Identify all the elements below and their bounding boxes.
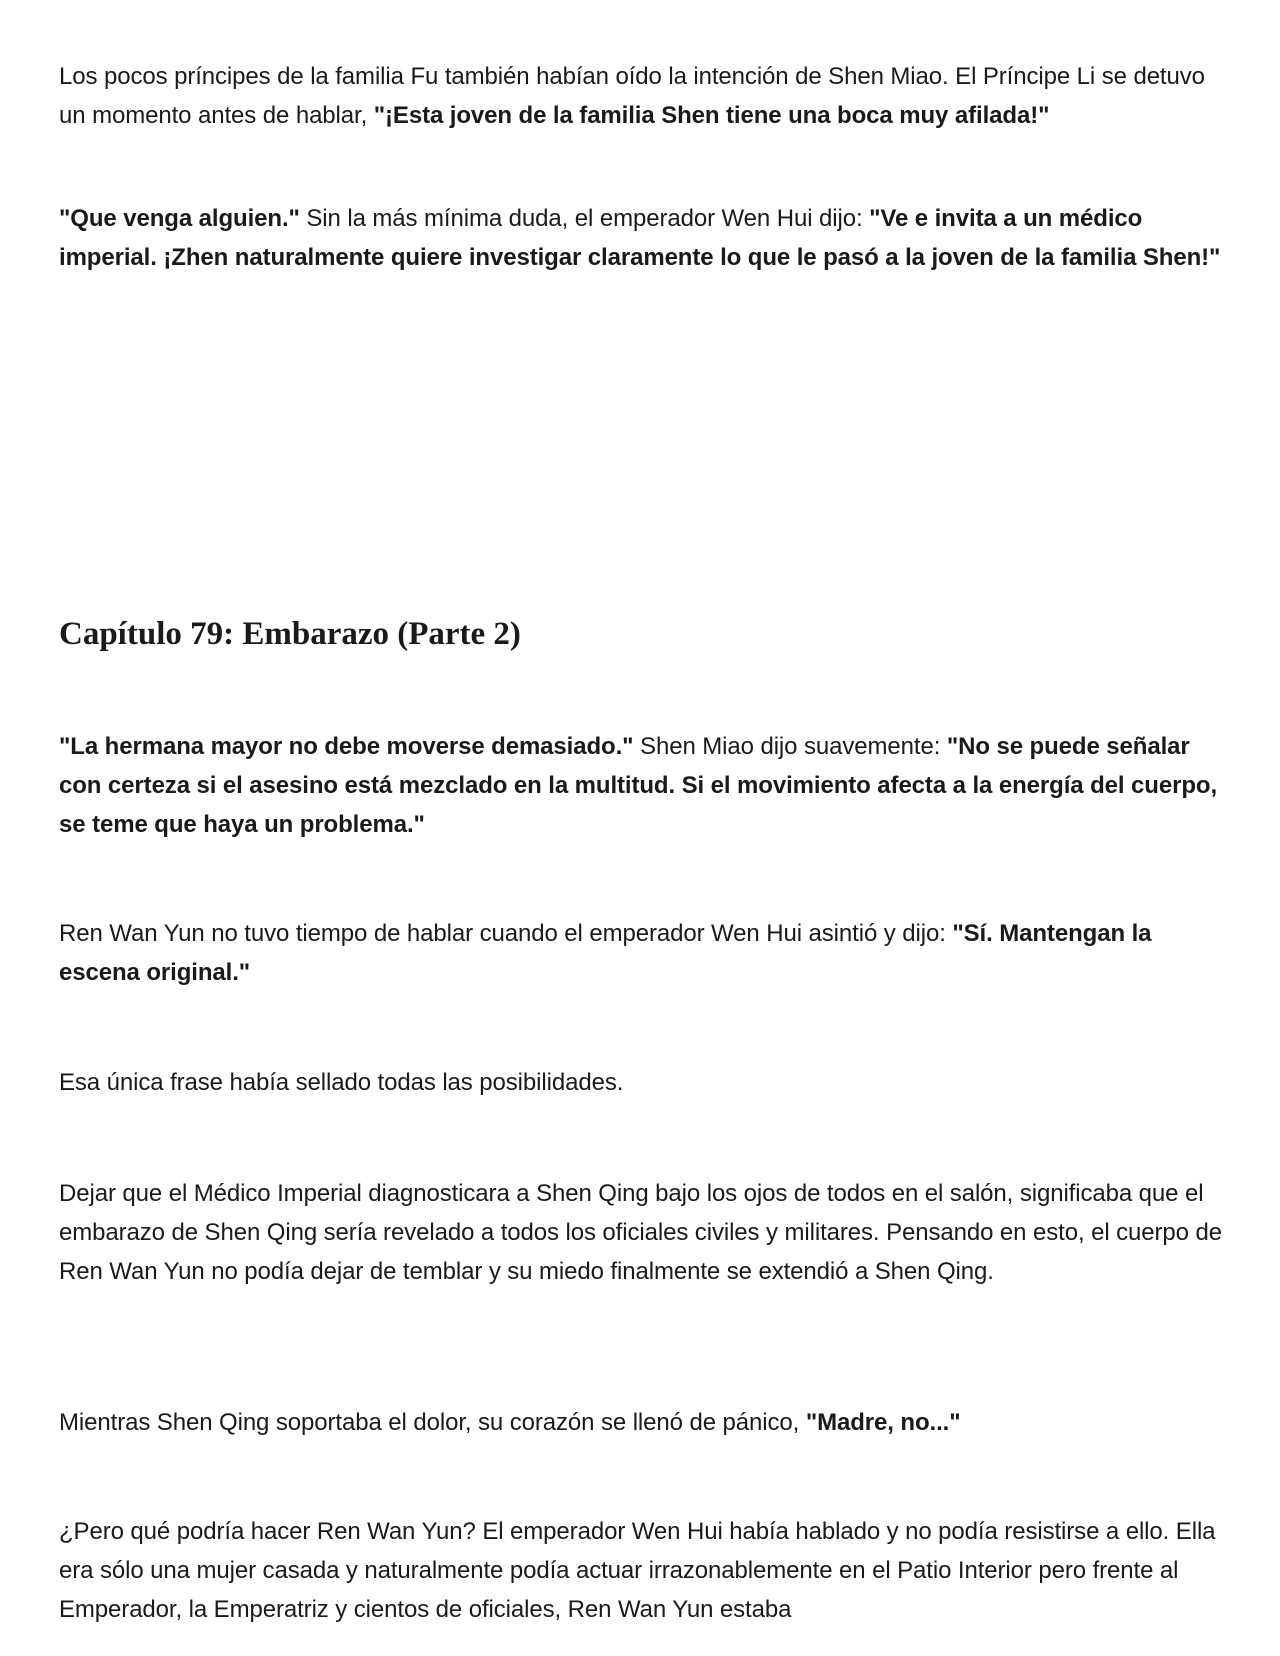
paragraph-text: Los pocos príncipes de la familia Fu también habían oído la intención de Shen Miao. El Príncipe Li se detuvo un momento antes de hablar, [59, 63, 1205, 129]
paragraph-text: Ren Wan Yun no tuvo tiempo de hablar cuando el emperador Wen Hui asintió y dijo: [59, 920, 953, 947]
paragraph-text: Esa única frase había sellado todas las posibilidades. [59, 1069, 624, 1096]
paragraph-dialogue: "Que venga alguien." [59, 205, 300, 232]
chapter-title: Capítulo 79: Embarazo (Parte 2) [59, 616, 521, 652]
paragraph-2 [59, 199, 1234, 277]
paragraph-3 [59, 727, 1234, 844]
paragraph-6 [59, 1174, 1234, 1291]
paragraph-4 [59, 914, 1234, 992]
paragraph-text: Shen Miao dijo suavemente: [633, 733, 947, 760]
paragraph-text: ¿Pero qué podría hacer Ren Wan Yun? El emperador Wen Hui había hablado y no podía resistirse a ello. Ella era sólo una mujer casada y naturalmente podía actuar irrazonablemente en el Patio Interior pero frente al Emperador, la Emperatriz y cientos de oficiales, Ren Wan Yun estaba [59, 1518, 1216, 1623]
paragraph-text: Mientras Shen Qing soportaba el dolor, su corazón se llenó de pánico, [59, 1409, 806, 1436]
paragraph-dialogue: "Madre, no..." [805, 1409, 961, 1436]
paragraph-text: Sin la más mínima duda, el emperador Wen Hui dijo: [299, 205, 870, 232]
paragraph-8 [59, 1512, 1234, 1629]
paragraph-5 [59, 1063, 1234, 1102]
paragraph-7 [59, 1403, 1234, 1442]
paragraph-dialogue: "No se puede señalar con certeza si el asesino está mezclado en la multitud. Si el movimiento afecta a la energía del cuerpo, se teme que haya un problema." [59, 733, 1218, 838]
paragraph-1 [59, 57, 1234, 135]
paragraph-text: Dejar que el Médico Imperial diagnosticara a Shen Qing bajo los ojos de todos en el salón, significaba que el embarazo de Shen Qing sería revelado a todos los oficiales civiles y militares. Pensando en esto, el cuerpo de Ren Wan Yun no podía dejar de temblar y su miedo finalmente se extendió a Shen Qing. [59, 1180, 1222, 1285]
paragraph-dialogue: "Ve e invita a un médico imperial. ¡Zhen naturalmente quiere investigar claramente lo que le pasó a la joven de la familia Shen!" [59, 205, 1221, 271]
paragraph-dialogue: "Sí. Mantengan la escena original." [59, 920, 1152, 986]
paragraph-dialogue: "¡Esta joven de la familia Shen tiene una boca muy afilada!" [373, 102, 1050, 129]
paragraph-dialogue: "La hermana mayor no debe moverse demasiado." [59, 733, 634, 760]
